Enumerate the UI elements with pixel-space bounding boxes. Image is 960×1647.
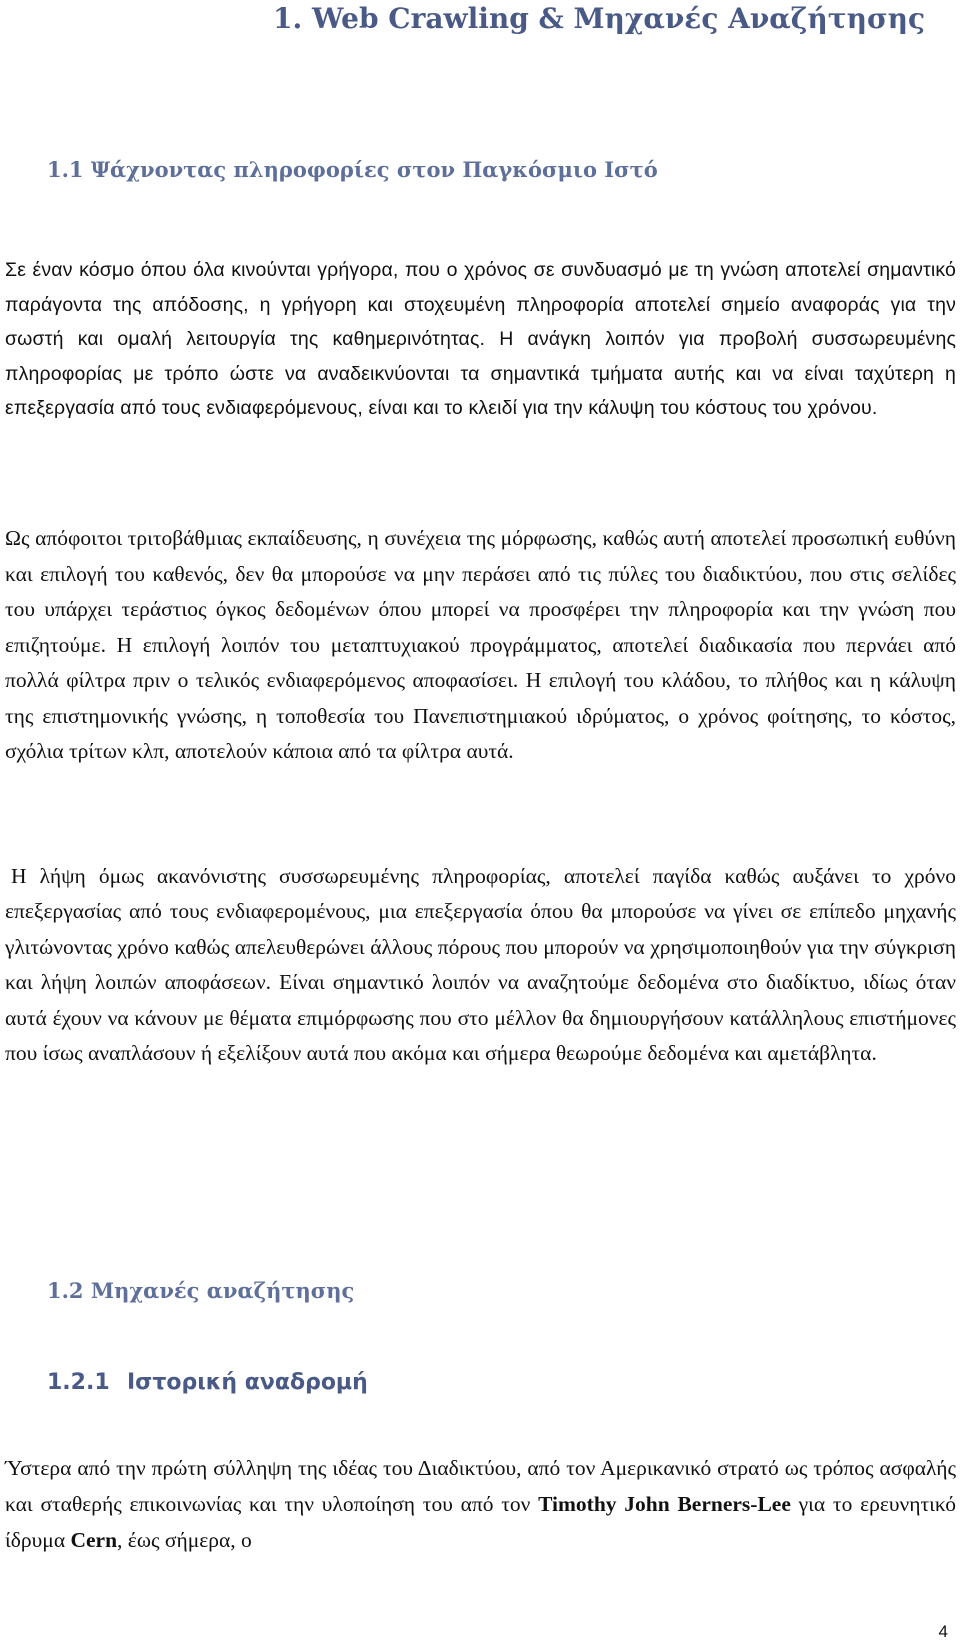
subsection-number: 1.2.1 <box>47 1370 110 1395</box>
section-heading-1-2: 1.2 Μηχανές αναζήτησης <box>47 1278 355 1303</box>
paragraph-4-text-after: , έως σήμερα, ο <box>117 1528 252 1552</box>
paragraph-4-text-before: Ύστερα από την πρώτη σύλληψη της ιδέας του Διαδικτύου, από τον Αμερικανικό στρατό ως τρόπος ασφαλής και σταθερής επικοινωνίας και την υλοποίηση του από τον <box>5 1456 956 1516</box>
paragraph-4 <box>5 1450 956 1558</box>
organization-name: Cern <box>70 1528 118 1552</box>
paragraph-3-text: Η λήψη όμως ακανόνιστης συσσωρευμένης πληροφορίας, αποτελεί παγίδα καθώς αυξάνει το χρόνο επεξεργασίας από τους ενδιαφερομένους, μια επεξεργασία όπου θα μπορούσε να γίνει σε επίπεδο μηχανής γλιτώνοντας χρόνο καθώς απελευθερώνει άλλους πόρους που μπορούν να χρησιμοποιηθούν για την σύγκριση και λήψη λοιπών αποφάσεων. Είναι σημαντικό λοιπόν να αναζητούμε δεδομένα στο διαδίκτυο, ιδίως όταν αυτά έχουν να κάνουν με θέματα επιμόρφωσης που στο μέλλον θα δημιουργήσουν κατάλληλους επιστήμονες που ίσως αναπλάσουν ή εξελίξουν αυτά που ακόμα και σήμερα θεωρούμε δεδομένα και αμετάβλητα. <box>5 864 956 1066</box>
page-number: 4 <box>938 1622 948 1641</box>
chapter-heading: 1. Web Crawling & Μηχανές Αναζήτησης <box>273 2 925 35</box>
paragraph-3 <box>5 859 956 1071</box>
person-name: Timothy John Berners-Lee <box>538 1492 791 1516</box>
section-heading-1-1: 1.1 Ψάχνοντας πληροφορίες στον Παγκόσμιο Ιστό <box>47 157 658 182</box>
subsection-title: Ιστορική αναδρομή <box>127 1370 368 1395</box>
paragraph-4-text-middle: για το ερευνητικό ίδρυμα <box>5 1492 956 1552</box>
paragraph-1: Σε έναν κόσμο όπου όλα κινούνται γρήγορα, που ο χρόνος σε συνδυασμό με τη γνώση αποτελεί σημαντικό παράγοντα της απόδοσης, η γρήγορη και στοχευμένη πληροφορία αποτελεί σημείο αναφοράς για την σωστή και ομαλή λειτουργία της καθημερινότητας. Η ανάγκη λοιπόν για προβολή συσσωρευμένης πληροφορίας με τρόπο ώστε να αναδεικνύονται τα σημαντικά τμήματα αυτής και να είναι ταχύτερη η επεξεργασία από τους ενδιαφερόμενους, είναι και το κλειδί για την κάλυψη του κόστους του χρόνου. <box>5 259 956 420</box>
subsection-heading-1-2-1 <box>47 1370 368 1395</box>
paragraph-2: Ως απόφοιτοι τριτοβάθμιας εκπαίδευσης, η συνέχεια της μόρφωσης, καθώς αυτή αποτελεί προσωπική ευθύνη και επιλογή του καθενός, δεν θα μπορούσε να μην περάσει από τις πύλες του διαδικτύου, που στις σελίδες του υπάρχει τεράστιος όγκος δεδομένων όπου μπορεί να προσφέρει την πληροφορία και την γνώση που επιζητούμε. Η επιλογή λοιπόν του μεταπτυχιακού προγράμματος, αποτελεί διαδικασία που περνάει από πολλά φίλτρα πριν ο τελικός ενδιαφερόμενος αποφασίσει. Η επιλογή του κλάδου, το πλήθος και η κάλυψη της επιστημονικής γνώσης, η τοποθεσία του Πανεπιστημιακού ιδρύματος, ο χρόνος φοίτησης, το κόστος, σχόλια τρίτων κλπ, αποτελούν κάποια από τα φίλτρα αυτά. <box>5 526 956 763</box>
